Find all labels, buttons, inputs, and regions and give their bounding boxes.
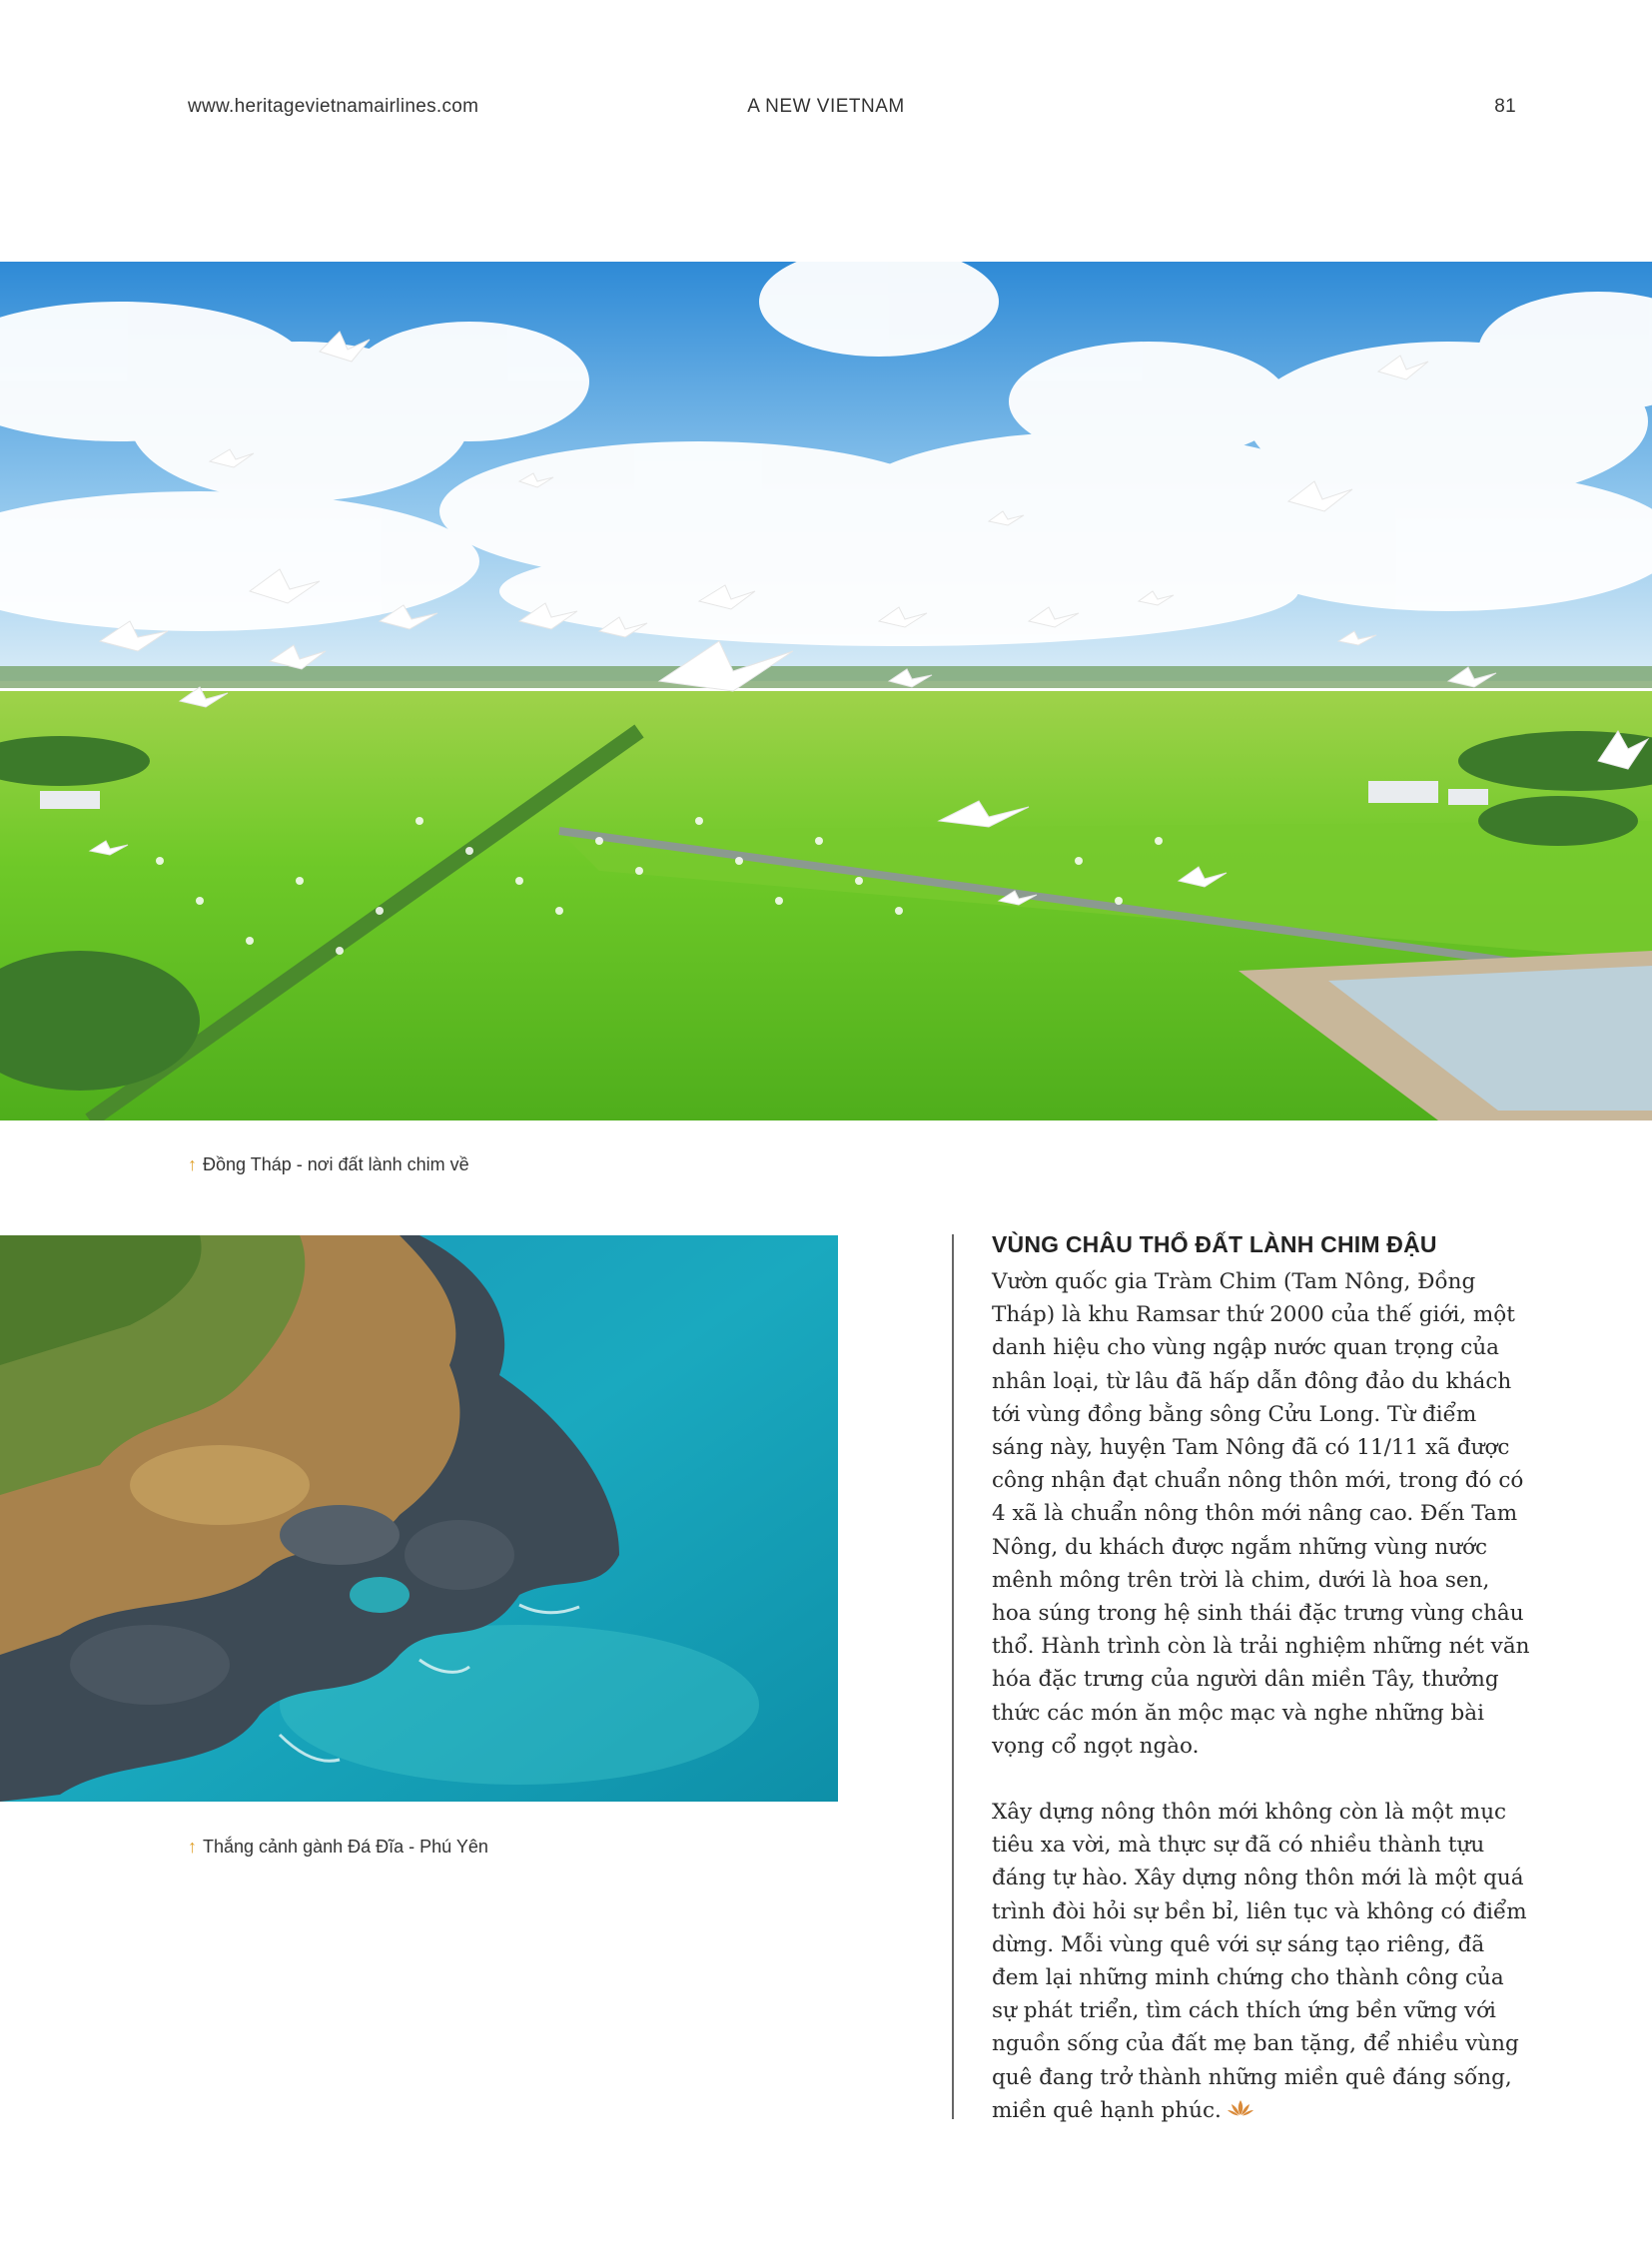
lotus-icon [1228,2094,1253,2127]
article-paragraph-1: Vườn quốc gia Tràm Chim (Tam Nông, Đồng Tháp) là khu Ramsar thứ 2000 của thế giới, một danh hiệu cho vùng ngập nước quan trọng của nhân loại, từ lâu đã hấp dẫn đông đảo du khách tới vùng đồng bằng sông Cửu Long. Từ điểm sáng này, huyện Tam Nông đã có 11/11 xã được công nhận đạt chuẩn nông thôn mới, trong đó có 4 xã là chuẩn nông thôn mới nâng cao. Đến Tam Nông, du khách được ngắm những vùng nước mênh mông trên trời là chim, dưới là hoa sen, hoa súng trong hệ sinh thái đặc trưng vùng châu thổ. Hành trình còn là trải nghiệm những nét văn hóa đặc trưng của người dân miền Tây, thưởng thức các món ăn mộc mạc và nghe những bài vọng cổ ngọt ngào. [992,1269,1530,1759]
page-number: 81 [1494,96,1516,117]
photo-dong-thap-egrets [0,262,1652,1120]
column-divider [952,1234,954,2119]
website-url: www.heritagevietnamairlines.com [188,96,479,117]
caption-text: Thắng cảnh gành Đá Đĩa - Phú Yên [203,1837,488,1857]
caption-text: Đồng Tháp - nơi đất lành chim về [203,1154,469,1174]
article-body [992,1230,1531,2127]
paragraph-2-text: Xây dựng nông thôn mới không còn là một mục tiêu xa vời, mà thực sự đã có nhiều thành tựu đáng tự hào. Xây dựng nông thôn mới là một quá trình đòi hỏi sự bền bỉ, liên tục và không có điểm dừng. Mỗi vùng quê với sự sáng tạo riêng, đã đem lại những minh chứng cho thành công của sự phát triển, tìm cách thích ứng bền vững với nguồn sống của đất mẹ ban tặng, để nhiều vùng quê đang trở thành những miền quê đáng sống, miền quê hạnh phúc. [992,1800,1527,2123]
article-heading: VÙNG CHÂU THỔ ĐẤT LÀNH CHIM ĐẬU [992,1231,1437,1257]
caption-top-photo [188,1154,469,1175]
arrow-up-icon: ↑ [188,1837,197,1857]
section-title: A NEW VIETNAM [747,96,905,117]
arrow-up-icon: ↑ [188,1154,197,1174]
photo-ganh-da-dia [0,1235,838,1802]
caption-bottom-photo [188,1837,488,1858]
article-paragraph-2 [992,1796,1531,2127]
